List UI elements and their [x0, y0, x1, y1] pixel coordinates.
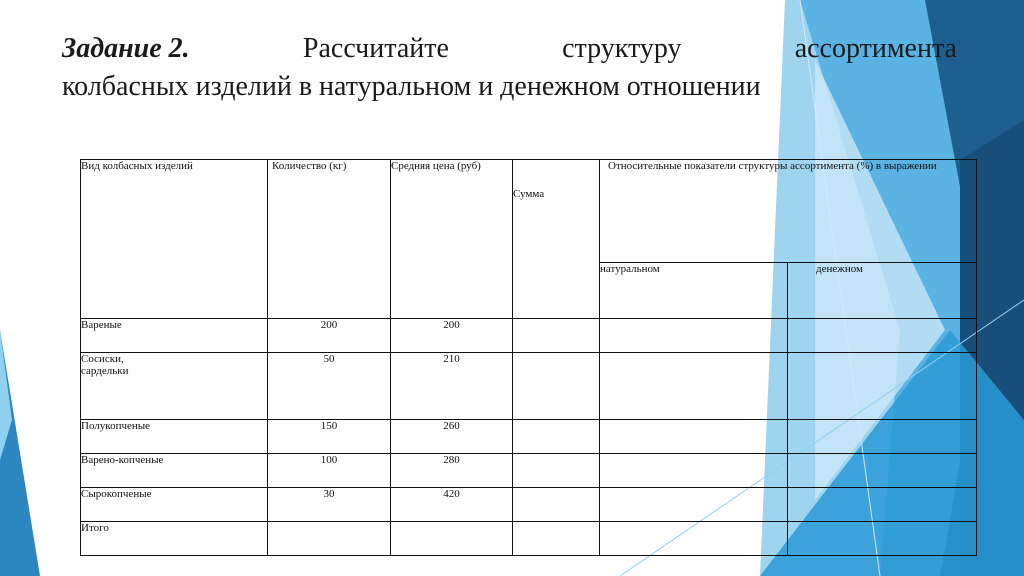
row-money: [788, 319, 977, 353]
header-type: Вид колбасных изделий: [81, 160, 268, 319]
row-natural: [600, 353, 788, 420]
row-name: Сырокопченые: [81, 488, 268, 522]
row-sum: [513, 454, 600, 488]
row-sum: [513, 420, 600, 454]
row-quantity: [268, 522, 391, 556]
table-row: [81, 454, 977, 488]
header-money: денежном: [788, 263, 977, 319]
table-row: [81, 488, 977, 522]
row-sum: [513, 522, 600, 556]
table-row: [81, 420, 977, 454]
row-name: Полукопченые: [81, 420, 268, 454]
title-word: Рассчитайте: [302, 33, 449, 64]
row-sum: [513, 488, 600, 522]
row-money: [788, 522, 977, 556]
row-quantity: 50: [268, 353, 391, 420]
row-sum: [513, 353, 600, 420]
title-word: структуру: [562, 33, 682, 64]
row-money: [788, 454, 977, 488]
row-price: 200: [391, 319, 513, 353]
task-title: [62, 30, 957, 106]
task-label: Задание 2.: [62, 33, 190, 64]
row-money: [788, 420, 977, 454]
row-name: Вареные: [81, 319, 268, 353]
row-price: 420: [391, 488, 513, 522]
row-quantity: 150: [268, 420, 391, 454]
table-row: [81, 353, 977, 420]
row-price: 280: [391, 454, 513, 488]
row-name: Варено-копченые: [81, 454, 268, 488]
row-money: [788, 488, 977, 522]
row-quantity: 100: [268, 454, 391, 488]
row-name: Итого: [81, 522, 268, 556]
row-natural: [600, 454, 788, 488]
row-price: [391, 522, 513, 556]
row-natural: [600, 522, 788, 556]
title-line-2: колбасных изделий в натуральном и денежном отношении: [62, 71, 761, 102]
row-natural: [600, 420, 788, 454]
row-price: 210: [391, 353, 513, 420]
header-sum: Сумма: [513, 160, 600, 319]
header-price: Средняя цена (руб): [391, 160, 513, 319]
row-quantity: 30: [268, 488, 391, 522]
row-natural: [600, 488, 788, 522]
row-natural: [600, 319, 788, 353]
title-line-1: [62, 30, 957, 68]
row-sum: [513, 319, 600, 353]
row-quantity: 200: [268, 319, 391, 353]
table-row: [81, 319, 977, 353]
title-word: ассортимента: [794, 33, 957, 64]
row-price: 260: [391, 420, 513, 454]
row-name: Сосиски, сардельки: [81, 353, 268, 420]
header-relative: Относительные показатели структуры ассортимента (%) в выражении: [600, 160, 977, 263]
row-money: [788, 353, 977, 420]
assortment-table: [80, 159, 977, 556]
header-quantity: Количество (кг): [268, 160, 391, 319]
left-accent-shape: [0, 330, 40, 576]
header-natural: натуральном: [600, 263, 788, 319]
table-row-total: [81, 522, 977, 556]
